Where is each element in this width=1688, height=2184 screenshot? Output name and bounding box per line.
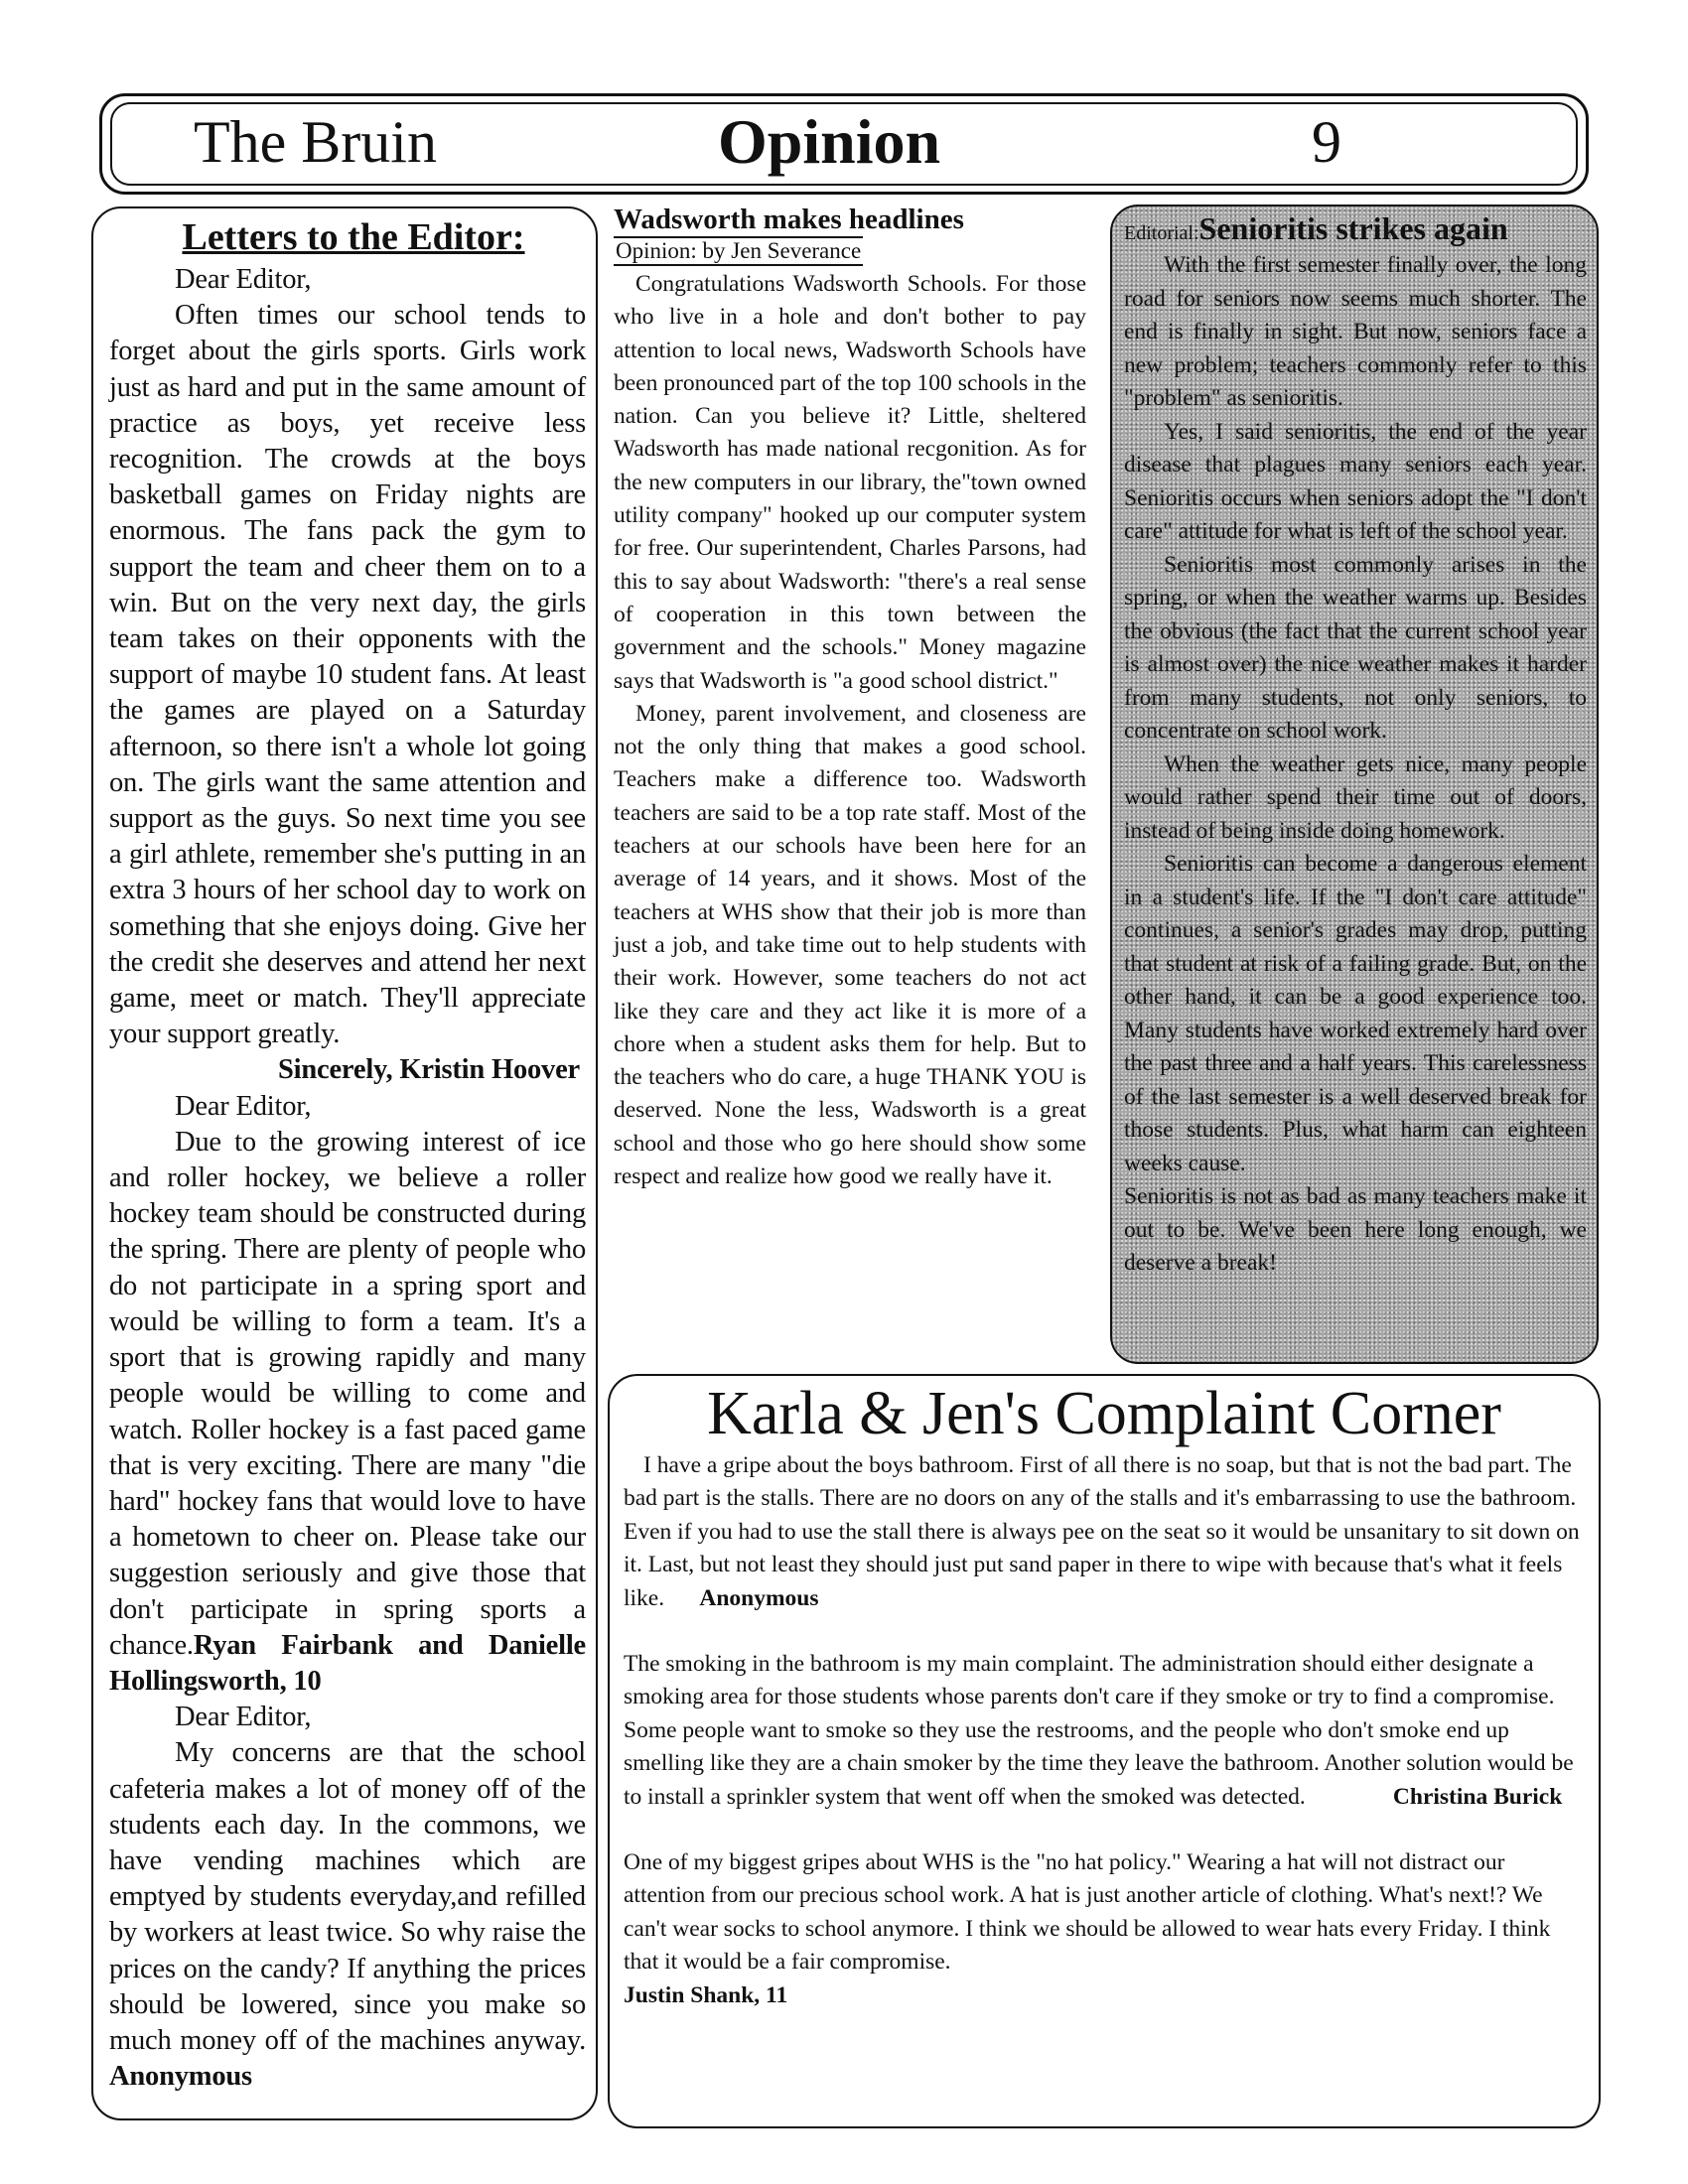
editorial-header — [1124, 212, 1587, 249]
complaint-item — [624, 1846, 1585, 2012]
article-body — [614, 268, 1086, 1193]
page-number: 9 — [1312, 109, 1341, 175]
complaint-corner-box — [608, 1374, 1601, 2128]
complaint-text: The smoking in the bathroom is my main complaint. The administration should either designate a smoking area for those students whose parents don't care if they smoke or try to find a compromise. Some people want to smoke so they use the restrooms, and the people who don't smoke end up smelling like they are a chain smoker by the time they leave the bathroom. Another solution would be to install a sprinkler system that went off when the smoked was detected. — [624, 1651, 1574, 1810]
section-title: Opinion — [718, 106, 941, 177]
letter2-paragraph — [109, 1125, 586, 1700]
letters-column — [91, 206, 598, 2120]
letter3-signature: Anonymous — [109, 2061, 252, 2093]
complaint-signature: Christina Burick — [1392, 1783, 1563, 1810]
letter1-body: Often times our school tends to forget about the girls sports. Girls work just as hard and put in the same amount of practice as boys, yet receive less recognition. The crowds at the boys basketball games on Friday nights are enormous. The fans pack the gym to support the team and cheer them on to a win. But on the very next day, the girls team takes on their opponents with the support of maybe 10 student fans. At least the games are played on a Saturday afternoon, so there isn't a whole lot going on. The girls want the same attention and support as the guys. So next time you see a girl athlete, remember she's putting in an extra 3 hours of her school day to work on something that she enjoys doing. Give her the credit she deserves and attend her next game, meet or match. They'll appreciate your support greatly. — [109, 300, 586, 1050]
complaint-corner-title: Karla & Jen's Complaint Corner — [707, 1380, 1501, 1447]
editorial-box — [1110, 205, 1599, 1364]
complaint-item — [624, 1648, 1585, 1814]
letters-body — [109, 262, 586, 2095]
editorial-label: Editorial: — [1124, 222, 1199, 244]
letter1-signature: Sincerely, Kristin Hoover — [278, 1054, 580, 1086]
complaint-text: I have a gripe about the boys bathroom. First of all there is no soap, but that is not the bad part. The bad part is the stalls. There are no doors on any of the stalls and it's embarrassing to use the bathroom. Even if you had to use the stall there is always pee on the seat so it would be unsanitary to sit down on it. Last, but not least they should just put sand paper in there to wipe with because that's what it feels like. — [624, 1452, 1580, 1611]
paper-name: The Bruin — [194, 109, 437, 175]
article-paragraph-2: Money, parent involvement, and closeness are not the only thing that makes a good school. Teachers make a difference too. Wadsworth teachers are said to be a top rate staff. Most of the teachers at our schools have been here for an average of 14 years, and it shows. Most of the teachers at WHS show that their job is more than just a job, and take time out to help students with their work. However, some teachers do not act like they care and they act like it is more of a chore when a student asks them for help. But to the teachers who do care, a huge THANK YOU is deserved. None the less, Wadsworth is a great school and those who go here should show some respect and realize how good we really have it. — [614, 700, 1086, 1190]
article-column — [610, 203, 1096, 1334]
editorial-paragraph-3: Senioritis most commonly arises in the spring, or when the weather warms up. Besides the obvious (the fact that the current school year is almost over) the nice weather makes it harder from many students, not only seniors, to concentrate on school work. — [1124, 551, 1587, 744]
editorial-paragraph-6: Senioritis is not as bad as many teachers make it out to be. We've been here long enough, we deserve a break! — [1124, 1183, 1587, 1276]
complaint-signature: Anonymous — [699, 1584, 819, 1611]
editorial-paragraph-2: Yes, I said senioritis, the end of the year disease that plagues many seniors each year. Senioritis occurs when seniors adopt the "I don't care" attitude for what is left of the school year. — [1124, 418, 1587, 544]
complaint-list — [624, 1449, 1585, 2012]
letter2-salutation: Dear Editor, — [175, 1090, 312, 1122]
article-paragraph-1: Congratulations Wadsworth Schools. For those who live in a hole and don't bother to pay attention to local news, Wadsworth Schools have been pronounced part of the top 100 schools in the nation. Can you believe it? Little, sheltered Wadsworth has made national recgonition. As for the new computers in our library, the"town owned utility company" hooked up our computer system for free. Our superintendent, Charles Parsons, had this to say about Wadsworth: "there's a real sense of cooperation in this town between the government and the schools." Money magazine says that Wadsworth is "a good school district." — [614, 271, 1086, 694]
complaint-text: One of my biggest gripes about WHS is the "no hat policy." Wearing a hat will not distract our attention from our precious school work. A hat is just another article of clothing. What's next!? We can't wear socks to school anymore. I think we should be allowed to wear hats every Friday. I think that it would be a fair compromise. — [624, 1849, 1551, 1976]
article-byline: Opinion: by Jen Severance — [614, 236, 863, 266]
masthead — [99, 93, 1589, 195]
letter2-signature: Ryan Fairbank and Danielle Hollingsworth, 10 — [109, 1629, 586, 1697]
complaint-signature: Justin Shank, 11 — [624, 1981, 788, 2008]
editorial-paragraph-5: Senioritis can become a dangerous element in a student's life. If the "I don't care attitude" continues, a senior's grades may drop, putting that student at risk of a failing grade. But, on the other hand, it can be a good experience too. Many students have worked extremely hard over the past three and a half years. This carelessness of the last semester is a well deserved break for those students. Plus, what harm can eighteen weeks cause. — [1124, 851, 1587, 1176]
complaint-item — [624, 1449, 1585, 1615]
letter3-paragraph — [109, 1735, 586, 2095]
article-headline: Wadsworth makes headlines — [614, 204, 964, 235]
letter3-salutation: Dear Editor, — [175, 1702, 312, 1733]
letters-heading: Letters to the Editor: — [182, 216, 525, 258]
editorial-paragraph-1: With the first semester finally over, the long road for seniors now seems much shorter. The end is finally in sight. But now, seniors face a new problem; teachers commonly refer to this "problem" as senioritis. — [1124, 252, 1587, 411]
letter2-body: Due to the growing interest of ice and roller hockey, we believe a roller hockey team should be constructed during the spring. There are plenty of people who do not participate in a spring sport and would be willing to form a team. It's a sport that is growing rapidly and many people would be willing to come and watch. Roller hockey is a fast paced game that is very exciting. There are many "die hard" hockey fans that would love to have a hometown to cheer on. Please take our suggestion seriously and give those that don't participate in spring sports a chance. — [109, 1126, 586, 1661]
letter3-body: My concerns are that the school cafeteria makes a lot of money off of the students each day. In the commons, we have vending machines which are emptyed by students everyday,and refilled by workers at least twice. So why raise the prices on the candy? If anything the prices should be lowered, since you make so much money off of the machines anyway. — [109, 1737, 586, 2056]
editorial-body — [1124, 249, 1587, 1281]
editorial-title: Senioritis strikes again — [1198, 210, 1508, 246]
letter1-salutation: Dear Editor, — [175, 264, 312, 295]
editorial-paragraph-4: When the weather gets nice, many people would rather spend their time out of doors, instead of being inside doing homework. — [1124, 751, 1587, 844]
